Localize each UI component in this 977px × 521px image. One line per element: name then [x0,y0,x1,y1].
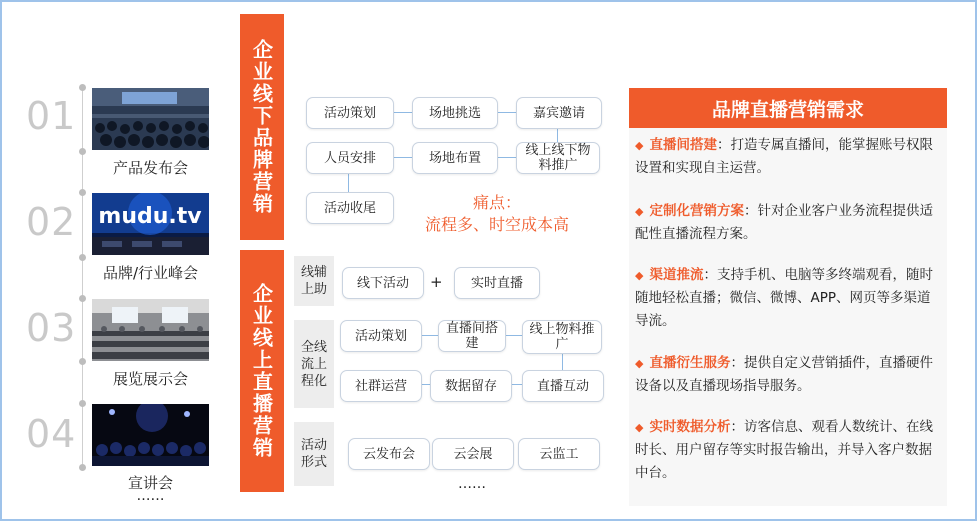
online-step: 直播互动 [522,370,604,402]
connector [420,335,438,336]
need-item: ◆ 直播衍生服务：提供自定义营销插件，直播硬件设备以及直播现场指导服务。 [635,355,933,394]
online-step: 社群运营 [340,370,422,402]
offline-step: 人员安排 [306,142,394,174]
online-step: 云发布会 [348,438,430,470]
pain-text: 流程多、时空成本高 [424,215,569,234]
event-photo-presentation [92,404,209,466]
event-number: 01 [26,94,77,138]
plus-sign: + [430,273,443,291]
diamond-icon: ◆ [635,421,644,434]
offline-step: 线上线下物料推广 [516,142,600,174]
diamond-icon: ◆ [635,269,644,282]
online-step: 云会展 [432,438,514,470]
pain-title: 痛点： [472,193,521,212]
timeline-dot [79,464,86,471]
offline-band [240,14,284,240]
timeline-dot [79,189,86,196]
timeline-dot [79,400,86,407]
online-step: 直播间搭建 [438,320,506,352]
offline-step: 场地布置 [412,142,498,174]
online-step: 线上物料推广 [522,320,602,354]
online-row-label: 线辅上助 [294,256,334,306]
connector [496,112,516,113]
event-photo-summit [92,193,209,255]
online-row-label: 活动形式 [294,422,334,486]
event-label: 品牌/行业峰会 [102,264,199,282]
event-label: 展览展示会 [112,370,188,388]
offline-step: 活动策划 [306,97,394,129]
timeline-dot [79,295,86,302]
pain-point [402,192,592,236]
connector [496,157,516,158]
online-step: 数据留存 [430,370,512,402]
timeline-dot [79,84,86,91]
connector [392,112,412,113]
online-band-title: 企业线上直播营销 [249,283,274,459]
event-photo-launch [92,88,209,150]
offline-step: 活动收尾 [306,192,394,224]
event-number: 04 [26,412,77,456]
online-step: 云监工 [518,438,600,470]
event-label: 产品发布会 [112,159,188,177]
online-step: 活动策划 [340,320,422,352]
need-item: ◆ 实时数据分析：访客信息、观看人数统计、在线时长、用户留存等实时报告输出，并导入客户数据中台。 [635,419,933,481]
online-step: 实时直播 [454,267,540,299]
offline-band-title: 企业线下品牌营销 [249,39,274,215]
connector [506,335,522,336]
connector [392,157,412,158]
diamond-icon: ◆ [635,357,644,370]
diamond-icon: ◆ [635,205,644,218]
events-more: …… [136,488,165,504]
offline-step: 场地挑选 [412,97,498,129]
online-step: 线下活动 [342,267,424,299]
need-item: ◆ 渠道推流：支持手机、电脑等多终端观看，随时随地轻松直播；微信、微博、APP、网页等多渠道导流。 [635,267,933,329]
online-row-label: 全线流上程化 [294,320,334,408]
timeline-dot [79,358,86,365]
need-item: ◆ 定制化营销方案：针对企业客户业务流程提供适配性直播流程方案。 [635,203,933,242]
event-number: 03 [26,306,77,350]
need-item: ◆ 直播间搭建：打造专属直播间，能掌握账号权限设置和实现自主运营。 [635,137,933,176]
event-photo-exhibition [92,299,209,361]
connector [557,127,558,142]
timeline-dot [79,254,86,261]
timeline-line [82,88,83,468]
event-label: 宣讲会 [127,474,173,492]
diamond-icon: ◆ [635,139,644,152]
photo-brand-text: mudu.tv [98,204,202,229]
timeline-dot [79,148,86,155]
connector [348,172,349,192]
needs-title: 品牌直播营销需求 [629,88,947,128]
online-band [240,250,284,492]
offline-step: 嘉宾邀请 [516,97,602,129]
online-more: …… [458,476,486,492]
connector [562,354,563,370]
event-number: 02 [26,200,77,244]
